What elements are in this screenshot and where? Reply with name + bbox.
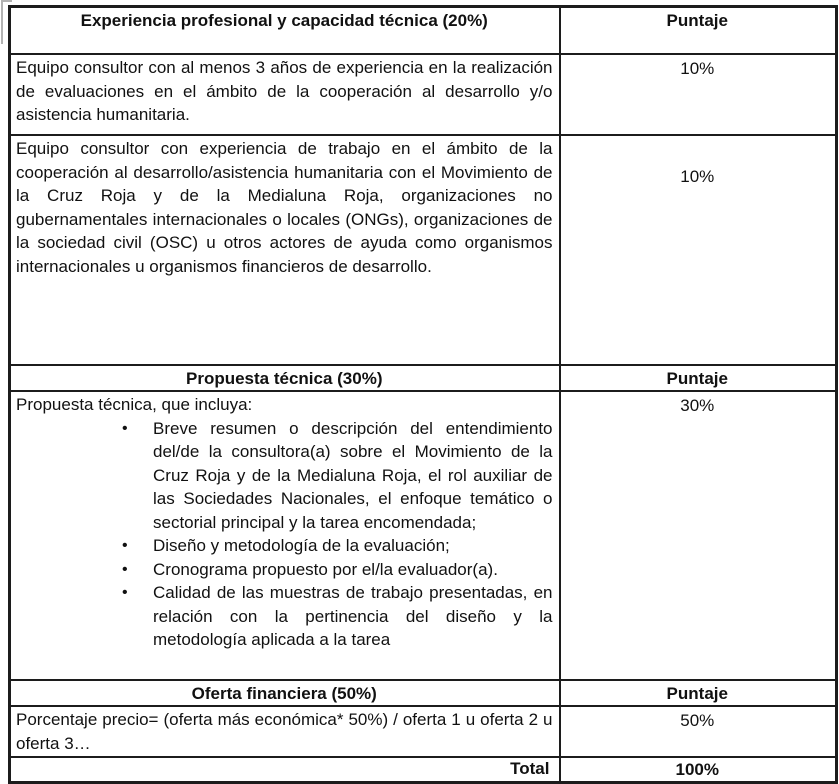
bullet-icon: • [122, 537, 128, 554]
bullet-item [122, 417, 553, 535]
criteria-row [10, 391, 837, 680]
bullet-icon: • [122, 419, 128, 437]
score-cell: 30% [560, 391, 837, 680]
section-header-row [10, 7, 837, 55]
bullet-item [122, 581, 553, 652]
criteria-row [10, 706, 837, 757]
total-row [10, 757, 837, 783]
score-column-header: Puntaje [560, 7, 837, 55]
section-header-row [10, 365, 837, 391]
bullet-text: Calidad de las muestras de trabajo presentadas, en relación con la pertinencia del diseño y la metodología aplicada a la tarea [153, 583, 553, 649]
criteria-cell: Equipo consultor con al menos 3 años de experiencia en la realización de evaluaciones en el ámbito de la cooperación al desarrollo y/o asistencia humanitaria. [10, 54, 560, 135]
evaluation-criteria-table [8, 5, 838, 784]
total-score: 100% [560, 757, 837, 783]
score-cell: 10% [560, 54, 837, 135]
bullet-icon: • [122, 584, 128, 601]
criteria-row [10, 135, 837, 365]
criteria-cell [10, 391, 560, 680]
section-title: Oferta financiera (50%) [10, 680, 560, 706]
criteria-intro: Propuesta técnica, que incluya: [16, 395, 253, 414]
score-cell: 10% [560, 135, 837, 365]
bullet-text: Cronograma propuesto por el/la evaluador(a). [153, 559, 498, 579]
criteria-row [10, 54, 837, 135]
bullet-item [122, 534, 553, 558]
section-title: Experiencia profesional y capacidad técnica (20%) [10, 7, 560, 55]
total-label: Total [10, 757, 560, 783]
bullet-icon: • [122, 560, 128, 578]
section-title: Propuesta técnica (30%) [10, 365, 560, 391]
bullet-text: Breve resumen o descripción del entendimiento del/de la consultora(a) sobre el Movimiento de la Cruz Roja y de la Medialuna Roja, el rol auxiliar de las Sociedades Nacionales, el enfoque temático o sectorial principal y la tarea encomendada; [153, 418, 553, 532]
criteria-bullet-list [16, 417, 553, 652]
bullet-text: Diseño y metodología de la evaluación; [153, 536, 450, 555]
criteria-cell: Porcentaje precio= (oferta más económica* 50%) / oferta 1 u oferta 2 u oferta 3… [10, 706, 560, 757]
score-cell: 50% [560, 706, 837, 757]
score-column-header: Puntaje [560, 365, 837, 391]
bullet-item [122, 558, 553, 582]
section-header-row [10, 680, 837, 706]
score-column-header: Puntaje [560, 680, 837, 706]
criteria-cell: Equipo consultor con experiencia de trabajo en el ámbito de la cooperación al desarrollo/asistencia humanitaria con el Movimiento de la Cruz Roja y de la Medialuna Roja, organizaciones no gubernamentales internacionales o locales (ONGs), organizaciones de la sociedad civil (OSC) u otros actores de ayuda como organismos internacionales u organismos financieros de desarrollo. [10, 135, 560, 365]
